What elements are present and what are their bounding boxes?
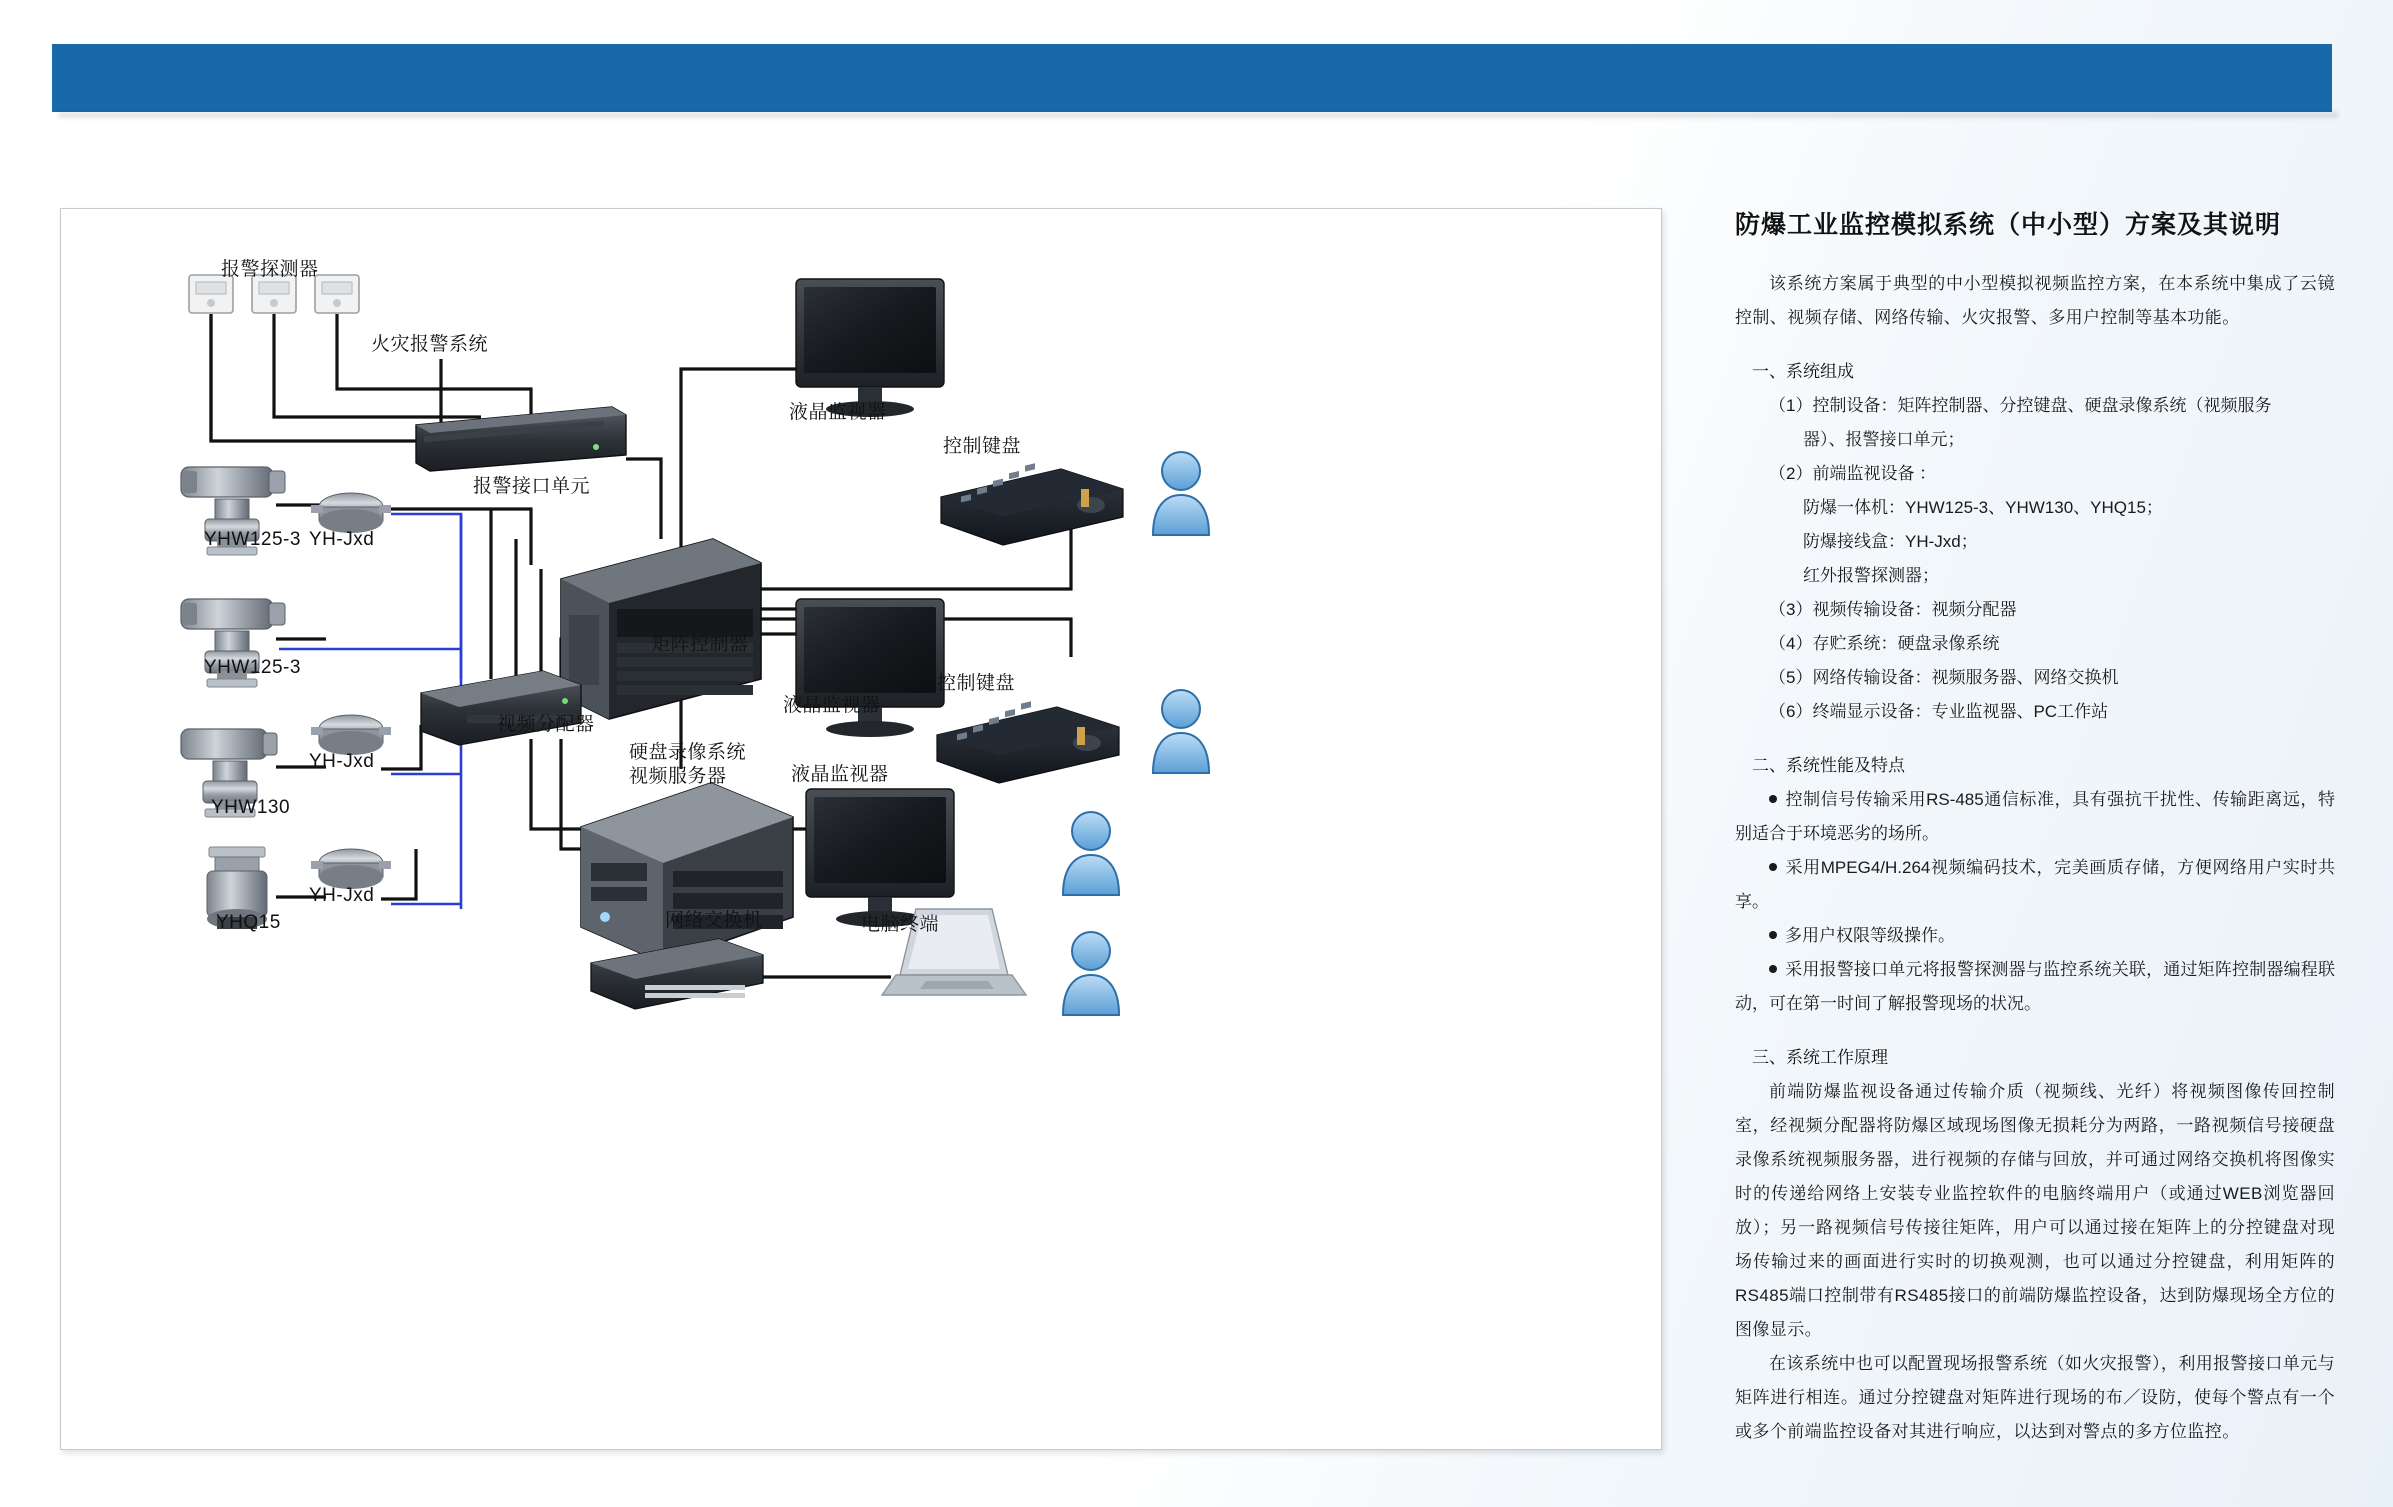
label-camera-3: YHW130 — [211, 797, 291, 818]
label-junction-box-1: YH-Jxd — [309, 529, 375, 550]
section-2-title: 二、系统性能及特点 — [1752, 756, 1905, 775]
label-junction-box-2: YH-Jxd — [309, 751, 375, 772]
lcd-monitor-device-3 — [806, 789, 954, 927]
label-network-switch: 网络交换机 — [665, 910, 763, 931]
system-diagram-svg — [61, 209, 1661, 1449]
label-alarm-interface-unit: 报警接口单元 — [473, 476, 591, 497]
label-fire-alarm-system: 火灾报警系统 — [371, 334, 489, 355]
dvr-video-server-device — [581, 783, 793, 963]
header-band — [52, 44, 2332, 112]
section-2-bullet-2 — [1735, 851, 2335, 919]
section-2-bullet-3 — [1735, 919, 2335, 953]
section-2-bullet-4 — [1735, 953, 2335, 1021]
label-keyboard-1: 控制键盘 — [943, 436, 1022, 457]
section-1-item-1: （1）控制设备：矩阵控制器、分控键盘、硬盘录像系统（视频服务 — [1769, 396, 2272, 415]
label-monitor-3: 液晶监视器 — [791, 764, 889, 785]
bullet-dot-icon — [1769, 965, 1777, 973]
label-camera-4: YHQ15 — [216, 912, 281, 933]
section-1-item-10: （6）终端显示设备：专业监视器、PC工作站 — [1769, 702, 2109, 721]
section-2-bullet-3-text: 多用户权限等级操作。 — [1785, 926, 1955, 945]
junction-box-device-2 — [311, 715, 391, 755]
article-column — [1735, 205, 2335, 1449]
junction-box-device-3 — [311, 849, 391, 889]
label-dvr-line-2: 视频服务器 — [629, 766, 727, 787]
section-1-item-8: （4）存贮系统：硬盘录像系统 — [1769, 634, 2000, 653]
section-1-item-5: 防爆接线盒：YH-Jxd； — [1803, 532, 1978, 551]
label-dvr-line-1: 硬盘录像系统 — [629, 742, 747, 763]
user-icon-1 — [1153, 452, 1209, 535]
control-keyboard-device-2 — [937, 701, 1119, 783]
section-1-item-6: 红外报警探测器； — [1803, 566, 1939, 585]
section-1-item-2: 器）、报警接口单元； — [1803, 430, 1965, 449]
header-band-shadow — [58, 112, 2338, 118]
section-2-bullet-4-text: 采用报警接口单元将报警探测器与监控系统关联，通过矩阵控制器编程联动，可在第一时间了解报警现场的状况。 — [1735, 960, 2335, 1013]
label-junction-box-3: YH-Jxd — [309, 885, 375, 906]
label-matrix-controller: 矩阵控制器 — [651, 634, 749, 655]
junction-box-device-1 — [311, 493, 391, 533]
user-icon-3 — [1063, 812, 1119, 895]
section-3-para-2: 在该系统中也可以配置现场报警系统（如火灾报警），利用报警接口单元与矩阵进行相连。通过分控键盘对矩阵进行现场的布／设防，使每个警点有一个或多个前端监控设备对其进行响应，以达到对警点的多方位监控。 — [1735, 1354, 2335, 1441]
section-2-bullet-1-text: 控制信号传输采用RS-485通信标准，具有强抗干扰性、传输距离远，特别适合于环境恶劣的场所。 — [1735, 790, 2335, 843]
label-monitor-1: 液晶监视器 — [789, 402, 887, 423]
section-3-title: 三、系统工作原理 — [1752, 1048, 1888, 1067]
section-2-bullet-2-text: 采用MPEG4/H.264视频编码技术，完美画质存储，方便网络用户实时共享。 — [1735, 858, 2335, 911]
section-3-para-1: 前端防爆监视设备通过传输介质（视频线、光纤）将视频图像传回控制室，经视频分配器将防爆区域现场图像无损耗分为两路，一路视频信号接硬盘录像系统视频服务器，进行视频的存储与回放，并可通过网络交换机将图像实时的传递给网络上安装专业监控软件的电脑终端用户（或通过WEB浏览器回放）；另一路视频信号传接往矩阵，用户可以通过接在矩阵上的分控键盘对现场传输过来的画面进行实时的切换观测，也可以通过分控键盘，利用矩阵的RS485端口控制带有RS485接口的前端防爆监控设备，达到防爆现场全方位的图像显示。 — [1735, 1082, 2335, 1339]
section-1-item-4: 防爆一体机：YHW125-3、YHW130、YHQ15； — [1803, 498, 2163, 517]
label-alarm-detector: 报警探测器 — [221, 259, 319, 280]
section-1-item-7: （3）视频传输设备：视频分配器 — [1769, 600, 2017, 619]
section-1-item-9: （5）网络传输设备：视频服务器、网络交换机 — [1769, 668, 2119, 687]
user-icon-4 — [1063, 932, 1119, 1015]
label-pc-terminal: 电脑终端 — [861, 914, 940, 935]
label-keyboard-2: 控制键盘 — [937, 673, 1016, 694]
bullet-dot-icon — [1769, 931, 1777, 939]
article-title: 防爆工业监控模拟系统（中小型）方案及其说明 — [1735, 211, 2282, 239]
bullet-dot-icon — [1769, 863, 1777, 871]
user-icon-2 — [1153, 690, 1209, 773]
label-monitor-2: 液晶监视器 — [783, 695, 881, 716]
section-1-item-3: （2）前端监视设备 ： — [1769, 464, 1937, 483]
article-intro: 该系统方案属于典型的中小型模拟视频监控方案，在本系统中集成了云镜控制、视频存储、网络传输、火灾报警、多用户控制等基本功能。 — [1735, 274, 2335, 327]
bullet-dot-icon — [1769, 795, 1777, 803]
label-camera-2: YHW125-3 — [204, 657, 301, 678]
control-keyboard-device-1 — [941, 463, 1123, 545]
label-camera-1: YHW125-3 — [204, 529, 301, 550]
system-diagram-panel — [60, 208, 1662, 1450]
label-video-distributor: 视频分配器 — [497, 714, 595, 735]
network-switch-device — [591, 939, 763, 1009]
section-2-bullet-1 — [1735, 783, 2335, 851]
section-1-title: 一、系统组成 — [1752, 362, 1854, 381]
